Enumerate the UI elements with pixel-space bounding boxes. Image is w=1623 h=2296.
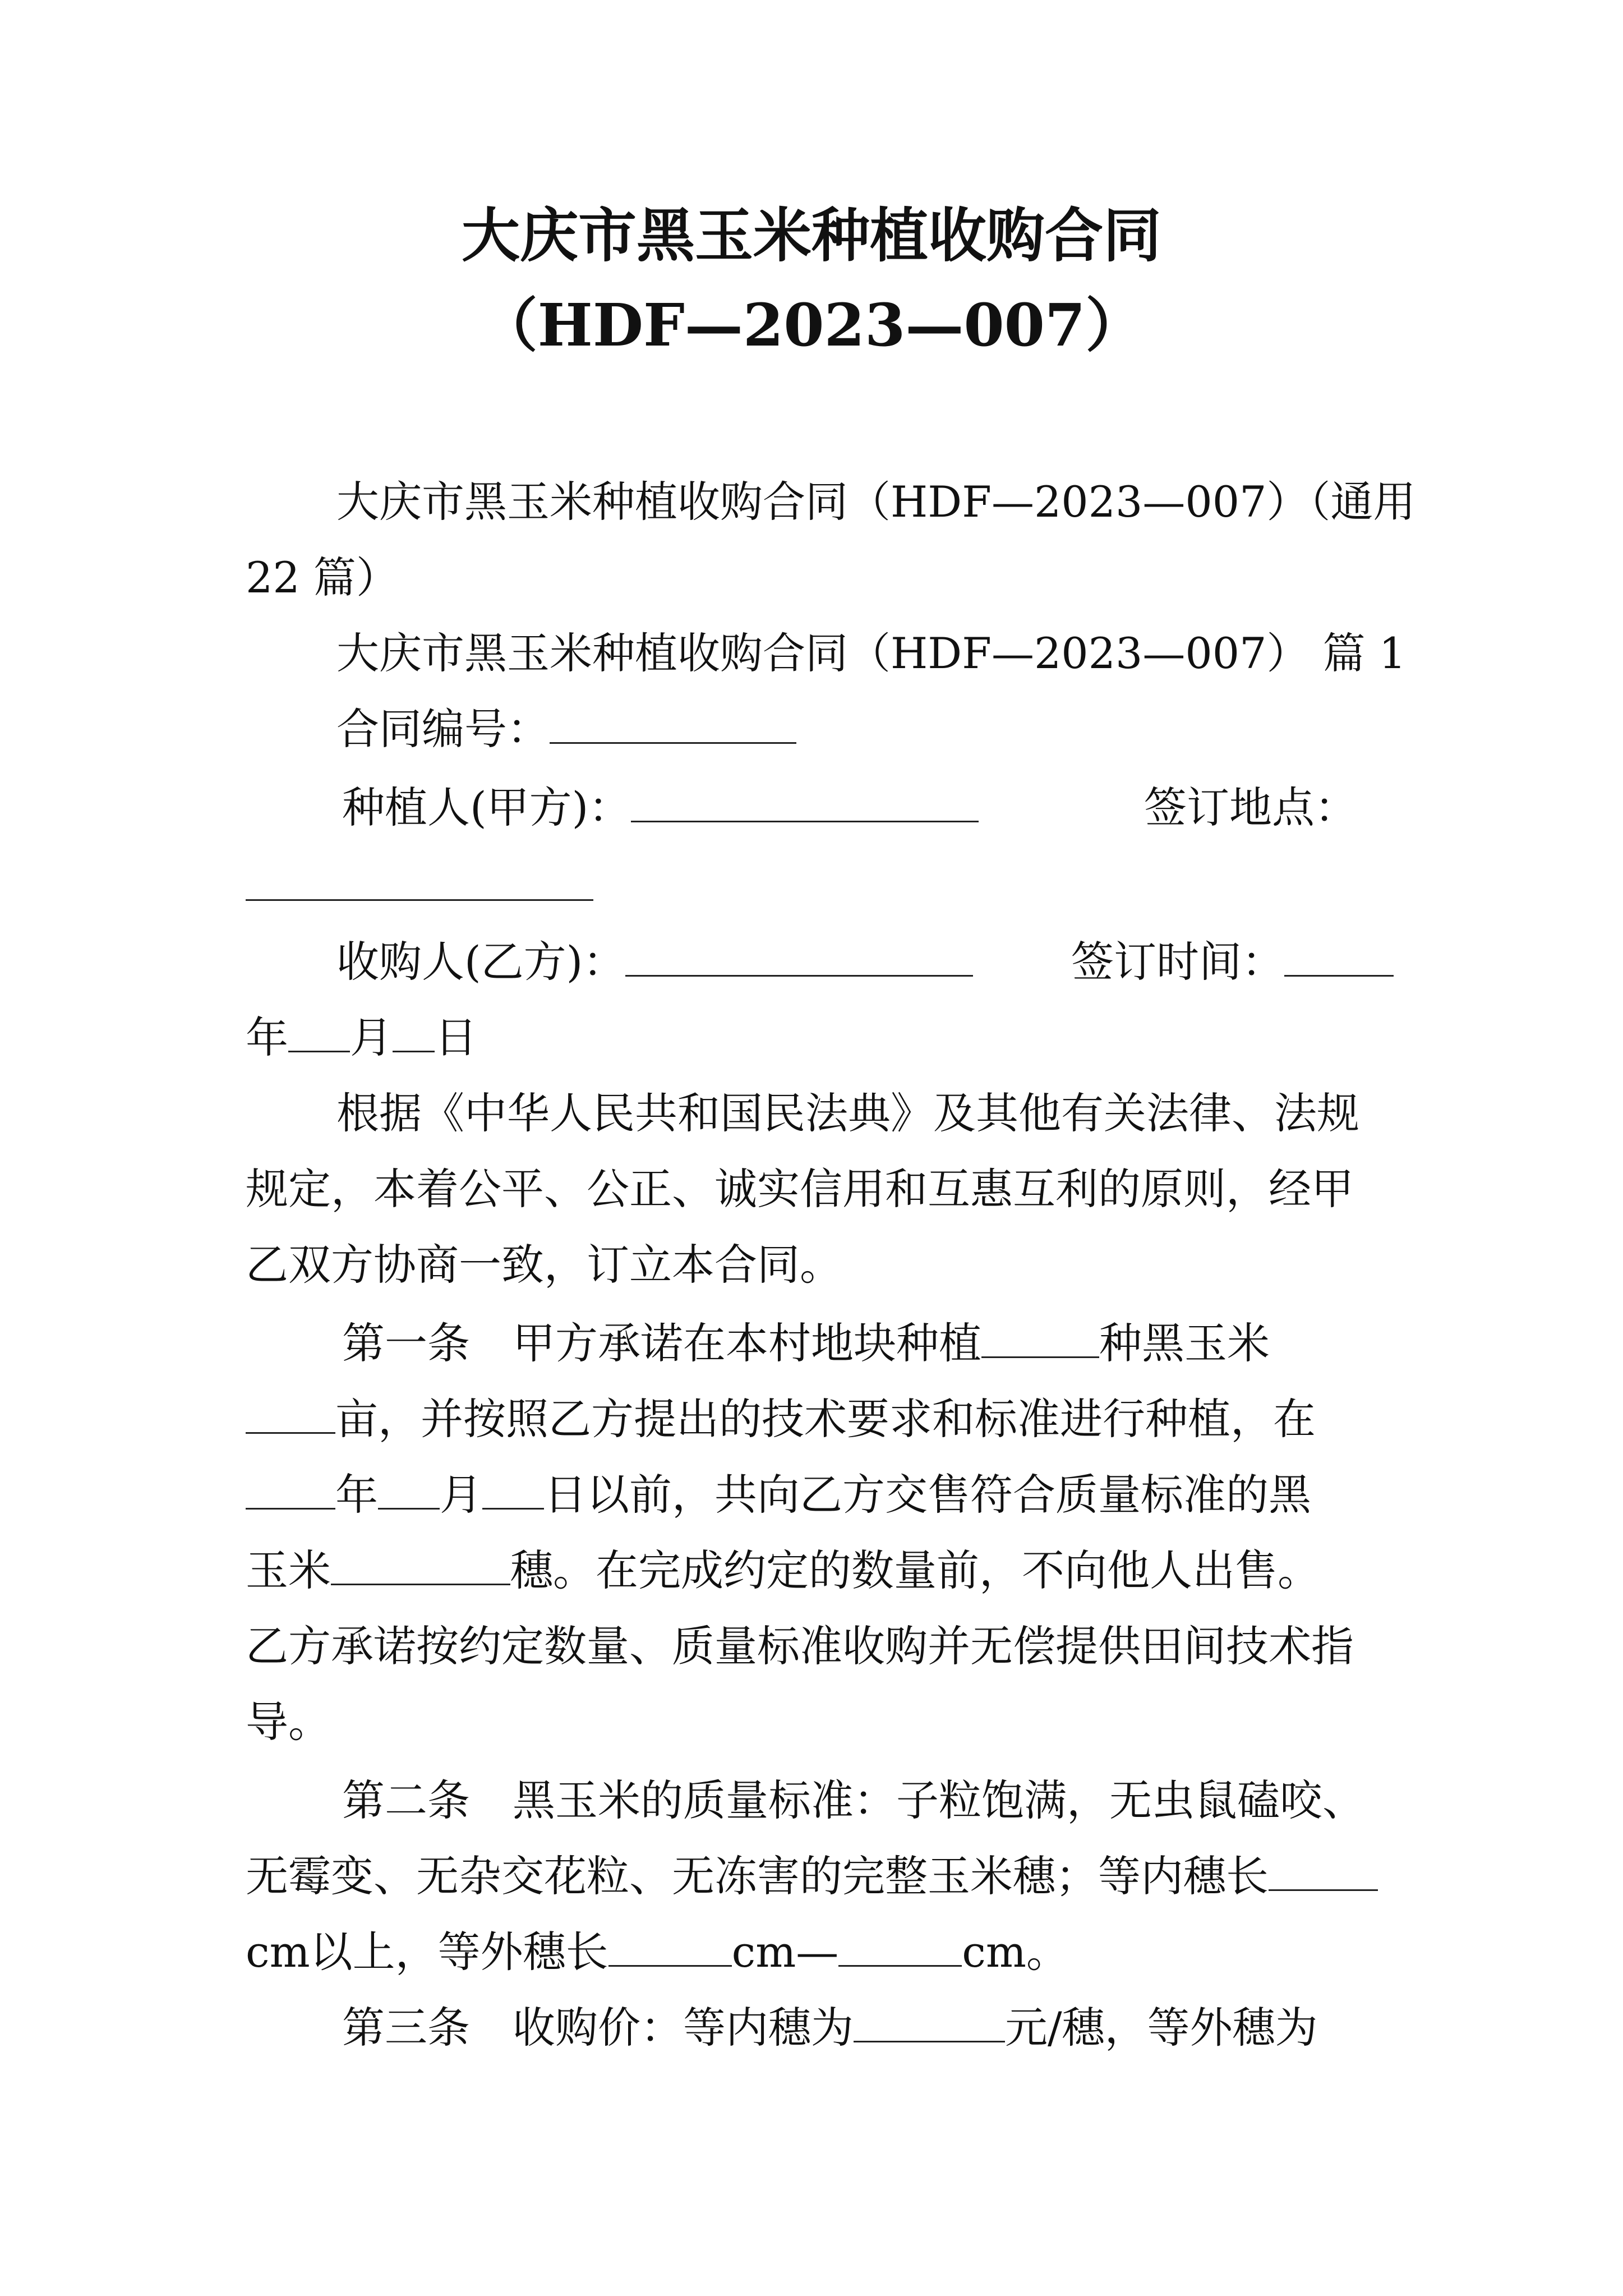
article-1-text-f: 穗。在完成约定的数量前，不向他人出售。 xyxy=(510,1545,1320,1595)
signing-day-blank[interactable] xyxy=(393,1014,435,1052)
signing-time-line xyxy=(1071,934,1394,990)
variety-count-blank[interactable] xyxy=(981,1319,1099,1358)
signing-month-blank[interactable] xyxy=(288,1014,350,1052)
preamble-line-3: 乙双方协商一致，订立本合同。 xyxy=(246,1240,842,1290)
contract-number-blank[interactable] xyxy=(550,705,796,744)
article-1-line-2 xyxy=(246,1391,1316,1447)
article-2-line-3 xyxy=(246,1924,1069,1980)
article-1-line-1 xyxy=(342,1315,1270,1372)
document-title: 大庆市黑玉米种植收购合同 xyxy=(461,201,1161,270)
article-1-line-4 xyxy=(246,1543,1320,1599)
article-2-text-d: cm。 xyxy=(962,1927,1069,1977)
article-2-text-b: cm以上，等外穗长 xyxy=(246,1927,608,1977)
delivery-year-blank[interactable] xyxy=(246,1471,335,1510)
article-3-line-1 xyxy=(342,2000,1318,2056)
part-heading: 大庆市黑玉米种植收购合同（HDF—2023—007） 篇 1 xyxy=(336,628,1407,678)
preamble-line-2: 规定，本着公平、公正、诚实信用和互惠互利的原则，经甲 xyxy=(246,1164,1354,1214)
article-1-line-6: 导。 xyxy=(246,1697,331,1747)
article-1-text-a: 第一条 甲方承诺在本村地块种植 xyxy=(342,1318,981,1368)
delivery-month-label: 月 xyxy=(440,1470,482,1520)
signing-place-line xyxy=(246,858,593,914)
contract-number-label: 合同编号： xyxy=(336,704,550,754)
contract-number-line xyxy=(336,701,796,757)
article-2-line-1: 第二条 黑玉米的质量标准：子粒饱满，无虫鼠磕咬、 xyxy=(342,1775,1365,1825)
delivery-day-blank[interactable] xyxy=(482,1471,544,1510)
month-label: 月 xyxy=(350,1013,393,1062)
article-3-text-b: 元/穗，等外穗为 xyxy=(1005,2003,1318,2053)
acreage-blank[interactable] xyxy=(246,1395,335,1434)
article-1-line-3 xyxy=(246,1467,1311,1523)
planter-blank[interactable] xyxy=(631,784,979,822)
article-1-text-b: 种黑玉米 xyxy=(1099,1318,1270,1368)
article-3-text-a: 第三条 收购价：等内穗为 xyxy=(342,2003,854,2053)
document-code: （HDF—2023—007） xyxy=(479,291,1144,360)
article-1-text-e: 玉米 xyxy=(246,1545,331,1595)
delivery-year-label: 年 xyxy=(335,1470,378,1520)
article-2-line-2 xyxy=(246,1848,1378,1904)
buyer-label: 收购人(乙方)： xyxy=(336,937,626,987)
article-2-text-a: 无霉变、无杂交花粒、无冻害的完整玉米穗；等内穗长 xyxy=(246,1851,1269,1901)
buyer-blank[interactable] xyxy=(625,938,973,977)
signing-time-label: 签订时间： xyxy=(1071,937,1284,987)
delivery-month-blank[interactable] xyxy=(378,1471,440,1510)
article-1-text-c: 亩，并按照乙方提出的技术要求和标准进行种植，在 xyxy=(335,1394,1316,1444)
planter-line xyxy=(342,780,979,836)
intro-line-2: 22 篇） xyxy=(246,553,399,602)
signing-year-blank[interactable] xyxy=(1284,938,1394,977)
year-label: 年 xyxy=(246,1013,288,1062)
grade-price-blank[interactable] xyxy=(854,2004,1005,2042)
preamble-line-1: 根据《中华人民共和国民法典》及其他有关法律、法规 xyxy=(336,1088,1359,1138)
planter-label: 种植人(甲方)： xyxy=(342,783,631,832)
offgrade-min-blank[interactable] xyxy=(608,1928,732,1967)
ear-count-blank[interactable] xyxy=(331,1547,510,1585)
article-1-line-5: 乙方承诺按约定数量、质量标准收购并无偿提供田间技术指 xyxy=(246,1621,1354,1671)
buyer-line xyxy=(336,934,973,990)
article-1-text-d: 日以前，共向乙方交售符合质量标准的黑 xyxy=(544,1470,1311,1520)
offgrade-max-blank[interactable] xyxy=(838,1928,962,1967)
article-2-text-c: cm— xyxy=(731,1927,839,1977)
intro-line-1: 大庆市黑玉米种植收购合同（HDF—2023—007）（通用 xyxy=(336,477,1416,527)
signing-date-line xyxy=(246,1010,477,1066)
signing-place-blank[interactable] xyxy=(246,862,593,901)
day-label: 日 xyxy=(435,1013,477,1062)
grade-length-blank[interactable] xyxy=(1269,1852,1378,1891)
signing-place-label: 签订地点： xyxy=(1144,783,1357,832)
